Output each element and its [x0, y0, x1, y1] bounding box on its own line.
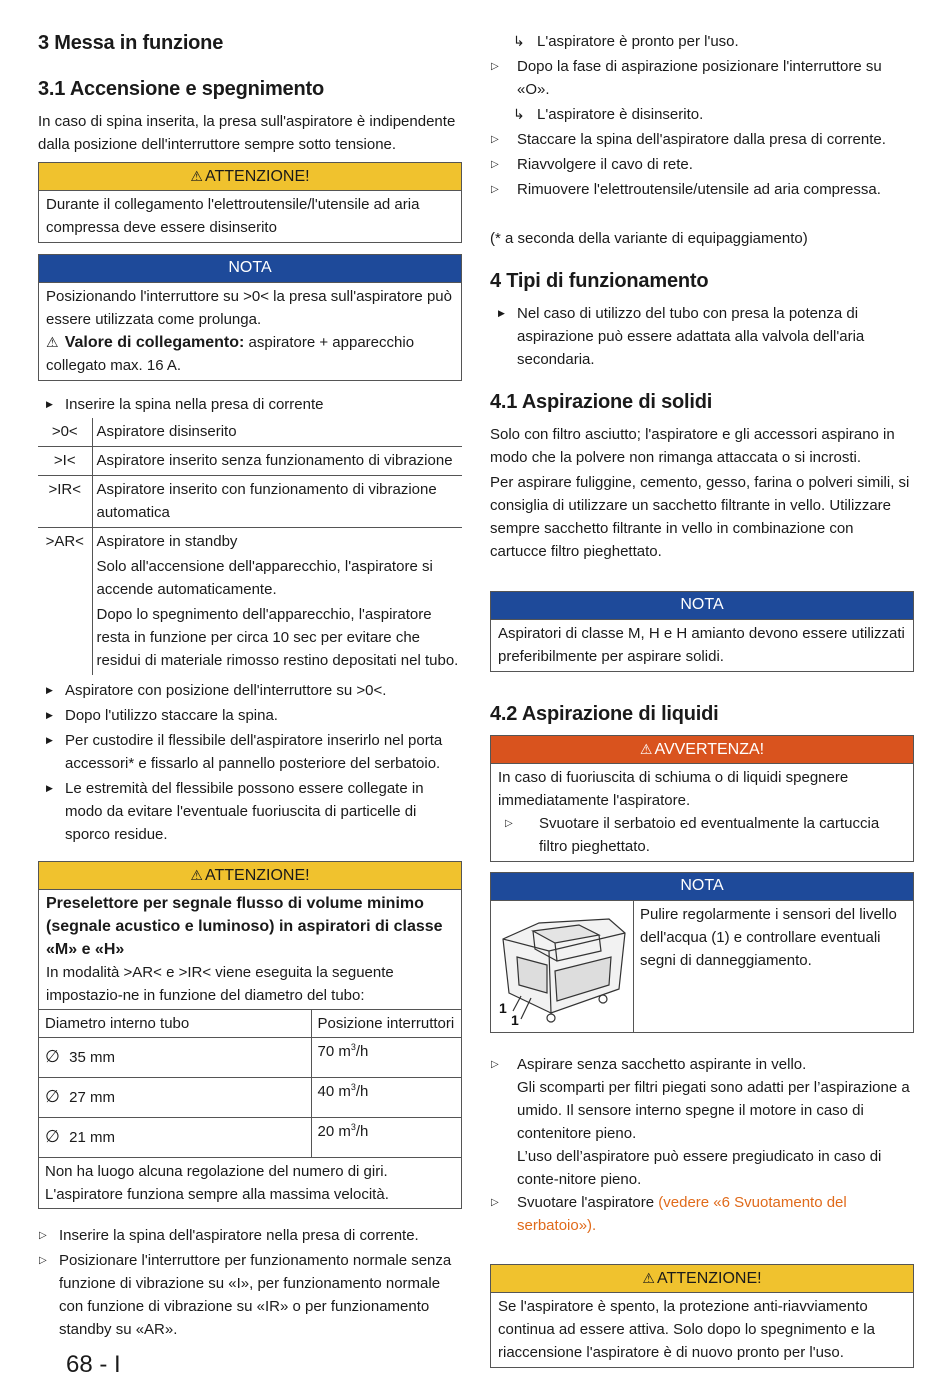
- nota-body: [39, 283, 461, 380]
- table-row: [39, 1078, 461, 1118]
- section-title-4: 4 Tipi di funzionamento: [490, 270, 709, 292]
- section-title-3-1: 3.1 Accensione e spegnimento: [38, 78, 324, 100]
- attention-header: ⚠ ATTENZIONE!: [39, 862, 461, 890]
- section-title-4-2: 4.2 Aspirazione di liquidi: [490, 703, 719, 725]
- warning-icon: ⚠: [46, 334, 59, 350]
- attention-header: ⚠ ATTENZIONE!: [491, 1265, 913, 1293]
- attention-body: Se l'aspiratore è spento, la protezione anti-riavviamento continua ad essere attiva. Solo dopo lo spegnimento e la riaccensione l'aspiratore è di nuovo pronto per l'uso.: [498, 1298, 875, 1361]
- nota-header: NOTA: [491, 592, 913, 620]
- list-item: ▷ Dopo la fase di aspirazione posizionare l'interruttore su «O».: [490, 55, 914, 101]
- vacuum-tank-icon: [491, 901, 633, 1032]
- position-cell: 70 $m^3/h$: [311, 1038, 461, 1078]
- attention-header: ⚠ ATTENZIONE!: [39, 163, 461, 191]
- table-row: [39, 1038, 461, 1078]
- shutdown-steps: [490, 30, 914, 201]
- sensor-label: 1: [511, 1012, 519, 1028]
- warning-icon: ⚠: [190, 867, 203, 883]
- left-column: [38, 30, 462, 1341]
- list-item: ▷ Aspirare senza sacchetto aspirante in vello. Gli scomparti per filtri piegati sono adatti per l’aspirazione a umido. Il sensore interno spegne il motore in caso di contenitore pieno. L’uso dell’aspiratore può essere pregiudicato in caso di conte-nitore pieno.: [490, 1053, 914, 1191]
- footnote: (* a seconda della variante di equipaggiamento): [490, 230, 808, 247]
- table-row: [38, 476, 462, 528]
- liquid-paragraph-2: L’uso dell’aspiratore può essere pregiudicato in caso di conte-nitore pieno.: [517, 1148, 882, 1188]
- nota-header: NOTA: [491, 873, 913, 901]
- nota-box-1: [38, 254, 462, 381]
- mode-key: >0<: [38, 418, 92, 447]
- mode-description: Aspiratore inserito con funzionamento di vibrazione automatica: [92, 476, 462, 528]
- list-item: ▶ Per custodire il flessibile dell'aspiratore inserirlo nel porta accessori* e fissarlo al pannello posteriore del serbatoio.: [38, 729, 462, 775]
- solids-paragraph-2: Per aspirare fuliggine, cemento, gesso, farina o polveri simili, si consiglia di utilizzare un sacchetto filtrante in vello. Utilizzare sempre sacchetto filtrante in vello in combinazione con cartucce filtro pieghettato.: [490, 474, 910, 560]
- warning-icon: ⚠: [190, 168, 203, 184]
- list-item: ▶ Le estremità del flessibile possono essere collegate in modo da evitare l'eventuale fuoriuscita di particelle di sporco residue.: [38, 777, 462, 846]
- diameter-cell: ∅ 27 mm: [39, 1078, 311, 1118]
- mode-key: >IR<: [38, 476, 92, 528]
- diameter-icon: ∅: [45, 1127, 60, 1146]
- warning-icon: ⚠: [639, 741, 653, 757]
- position-cell: 20 $m^3/h$: [311, 1118, 461, 1158]
- table-row: [39, 1118, 461, 1158]
- attention-body: Durante il collegamento l'elettroutensile/l'utensile ad aria compressa deve essere disinserito: [46, 196, 420, 236]
- diameter-table: [39, 1009, 461, 1208]
- list-item: ▶ Aspiratore con posizione dell'interruttore su >0<.: [38, 679, 462, 702]
- warning-body: In caso di fuoriuscita di schiuma o di liquidi spegnere immediatamente l'aspiratore.: [498, 769, 849, 809]
- result-item: ↳ L'aspiratore è pronto per l'uso.: [490, 30, 914, 53]
- table-footer: Non ha luogo alcuna regolazione del numero di giri. L'aspiratore funziona sempre alla massima velocità.: [39, 1158, 461, 1209]
- switch-steps: [38, 1224, 462, 1341]
- mode-key: >AR<: [38, 528, 92, 676]
- diameter-icon: ∅: [45, 1087, 60, 1106]
- result-item: ↳ L'aspiratore è disinserito.: [490, 103, 914, 126]
- solids-paragraph-1: Solo con filtro asciutto; l'aspiratore e gli accessori aspirano in modo che la polvere non rimanga attaccata o si incrosti.: [490, 426, 895, 466]
- nota-text: Posizionando l'interruttore su >0< la presa sull'aspiratore può essere utilizzata come prolunga.: [46, 288, 452, 328]
- table-row: [38, 528, 462, 676]
- list-item: ▷ Svuotare il serbatoio ed eventualmente la cartuccia filtro pieghettato.: [504, 812, 907, 858]
- mode-description: Aspiratore disinserito: [92, 418, 462, 447]
- diameter-cell: ∅ 21 mm: [39, 1118, 311, 1158]
- mode-description: Aspiratore in standby Solo all'accensione dell'apparecchio, l'aspiratore si accende automaticamente. Dopo lo spegnimento dell'apparecchio, l'aspiratore resta in funzione per circa 10 sec per evitare che residui di materiale rimosso restino depositati nel tubo.: [96, 533, 459, 669]
- warning-header: ⚠ AVVERTENZA!: [491, 736, 913, 764]
- list-item: ▶ Dopo l'utilizzo staccare la spina.: [38, 704, 462, 727]
- nota-header: NOTA: [39, 255, 461, 283]
- list-item: ▷ Staccare la spina dell'aspiratore dalla presa di corrente.: [490, 128, 914, 151]
- list-item: ▶ Nel caso di utilizzo del tubo con presa la potenza di aspirazione può essere adattata alla valvola dell'aria secondaria.: [490, 302, 914, 371]
- attention-box-2: [38, 861, 462, 1209]
- section-title-4-1: 4.1 Aspirazione di solidi: [490, 391, 713, 413]
- list-item: ▷ Rimuovere l'elettroutensile/utensile ad aria compressa.: [490, 178, 914, 201]
- liquid-paragraph-1: Gli scomparti per filtri piegati sono adatti per l’aspirazione a umido. Il sensore interno spegne il motore in caso di contenitore pieno.: [517, 1079, 910, 1142]
- nota-body: Pulire regolarmente i sensori del livello dell'acqua (1) e controllare eventuali segni di danneggiamento.: [640, 906, 897, 969]
- mode-key: >I<: [38, 447, 92, 476]
- attention-box-1: [38, 162, 462, 243]
- list-item: ▷ Inserire la spina dell'aspiratore nella presa di corrente.: [38, 1224, 462, 1247]
- liquid-steps: [490, 1053, 914, 1237]
- list-item: ▷ Svuotare l'aspiratore (vedere «6 Svuotamento del serbatoio»).: [490, 1191, 914, 1237]
- plug-step: [38, 393, 462, 416]
- preselector-text: In modalità >AR< e >IR< viene eseguita la seguente impostazio-ne in funzione del diametro del tubo:: [46, 964, 394, 1004]
- page-number: 68 - I: [66, 1351, 121, 1378]
- list-item: ▷ Riavvolgere il cavo di rete.: [490, 153, 914, 176]
- table-row: [38, 447, 462, 476]
- diameter-icon: ∅: [45, 1047, 60, 1066]
- warning-step: [504, 812, 907, 858]
- table-row: [38, 418, 462, 447]
- chapter-title: 3 Messa in funzione: [38, 32, 224, 54]
- nota-box-3: [490, 872, 914, 1033]
- attention-box-3: [490, 1264, 914, 1368]
- intro-paragraph: In caso di spina inserita, la presa sull'aspiratore è indipendente dalla posizione dell'interruttore sempre sotto tensione.: [38, 113, 456, 153]
- warning-icon: ⚠: [642, 1270, 655, 1286]
- preselector-title: Preselettore per segnale flusso di volume minimo (segnale acustico e luminoso) in aspiratori di classe «M» e «H»: [46, 895, 443, 958]
- mode-description: Aspiratore inserito senza funzionamento di vibrazione: [92, 447, 462, 476]
- list-item: ▶ Inserire la spina nella presa di corrente: [38, 393, 462, 416]
- diameter-cell: ∅ 35 mm: [39, 1038, 311, 1078]
- right-column: [490, 30, 914, 1368]
- column-header: Diametro interno tubo: [39, 1010, 311, 1038]
- switch-modes-table: [38, 418, 462, 675]
- sensor-label: 1: [499, 1000, 507, 1016]
- nota-body: Aspiratori di classe M, H e H amianto devono essere utilizzati preferibilmente per aspirare solidi.: [498, 625, 905, 665]
- list-item: ▷ Posizionare l'interruttore per funzionamento normale senza funzione di vibrazione su «I», per funzionamento normale con funzione di vibrazione su «IR» o per funzionamento standby su «AR».: [38, 1249, 462, 1341]
- position-cell: 40 $m^3/h$: [311, 1078, 461, 1118]
- column-header: Posizione interruttori: [311, 1010, 461, 1038]
- connection-value: ⚠ Valore di collegamento: aspiratore + apparecchio collegato max. 16 A.: [46, 334, 415, 374]
- cross-reference-link[interactable]: (vedere «6 Svuotamento del serbatoio»).: [517, 1194, 847, 1234]
- warning-box: [490, 735, 914, 862]
- operation-step: [490, 302, 914, 371]
- vacuum-tank-illustration: [491, 901, 634, 1032]
- usage-steps: [38, 679, 462, 846]
- nota-box-2: [490, 591, 914, 672]
